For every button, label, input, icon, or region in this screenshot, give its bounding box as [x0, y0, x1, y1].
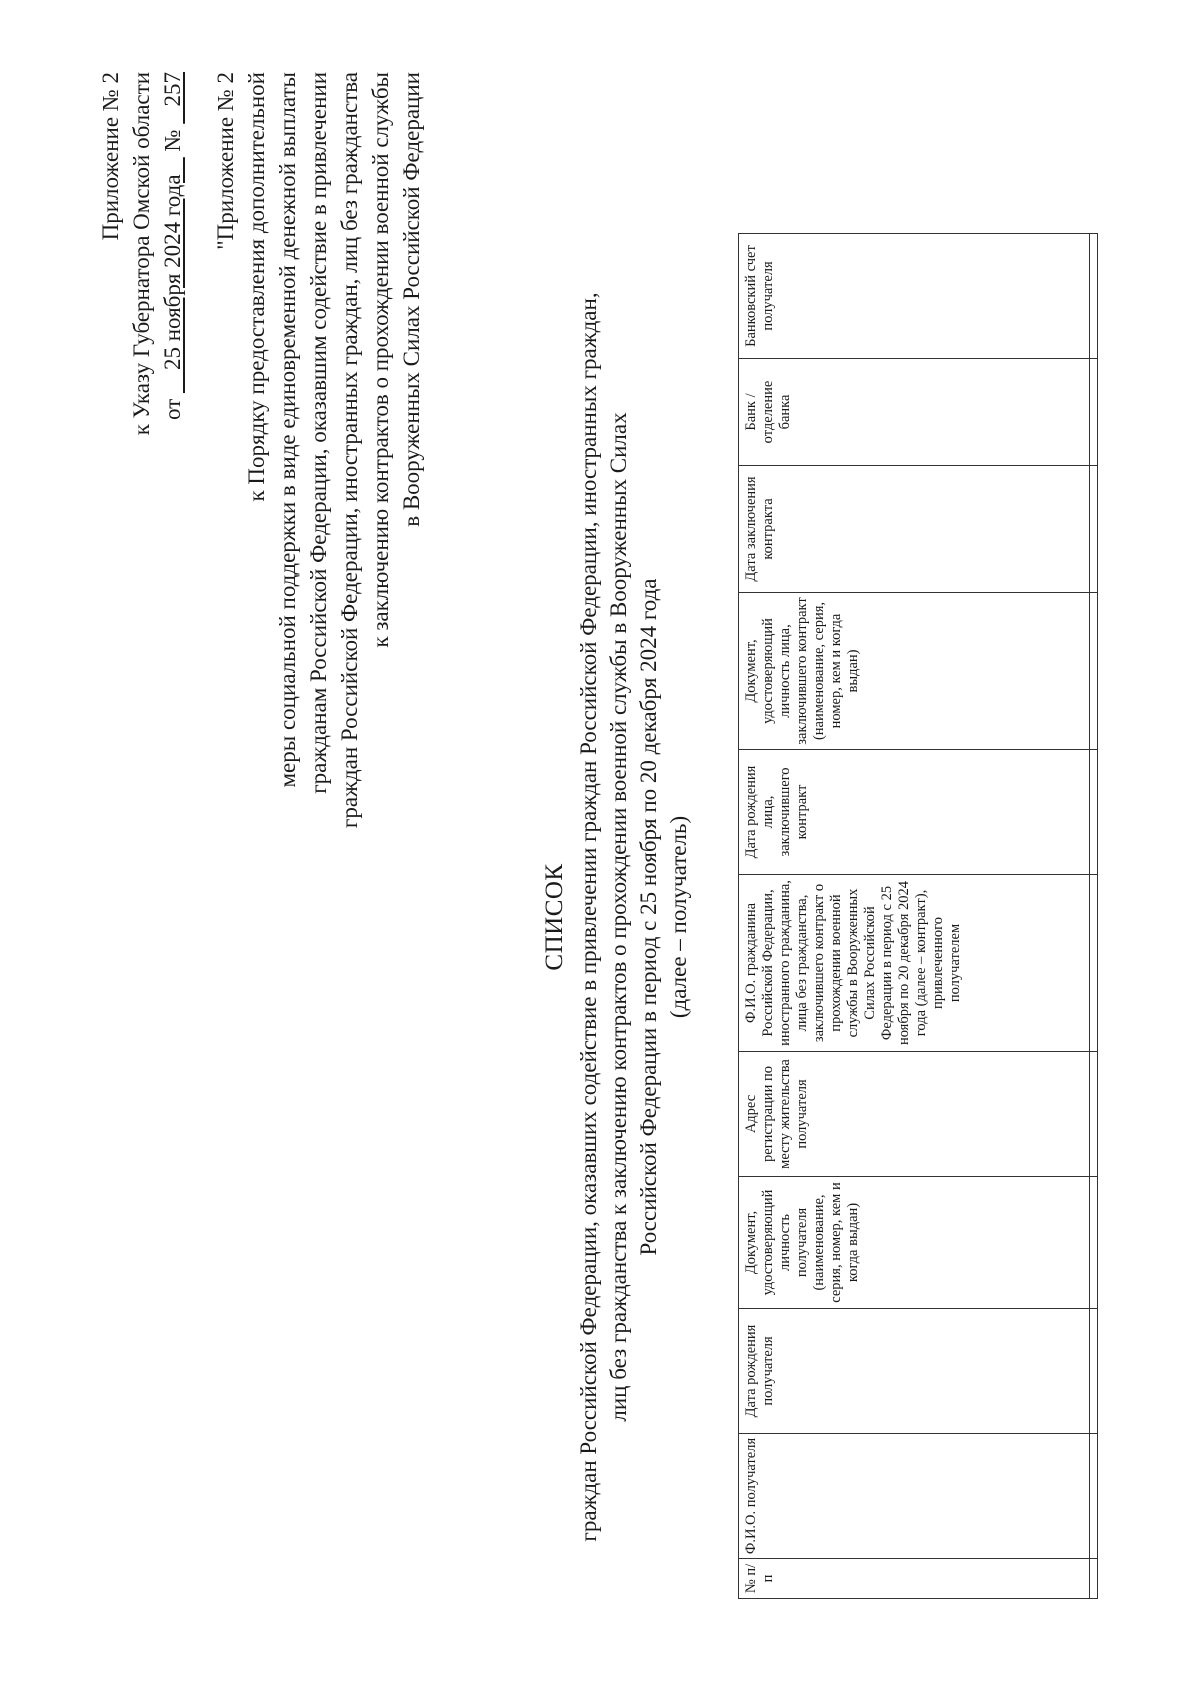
list-title-line: Российской Федерации в период с 25 ноября по 20 декабря 2024 года — [636, 578, 661, 1256]
table-cell — [1090, 593, 1098, 750]
col-header-number: № п/п — [739, 1559, 1090, 1599]
col-header-bank: Банк / отделение банка — [739, 359, 1090, 466]
table-cell — [1090, 359, 1098, 466]
annex-title: Приложение № 2 — [98, 72, 123, 241]
table-cell — [1090, 1559, 1098, 1599]
list-title-line: (далее – получатель) — [666, 815, 691, 1019]
order-annex-line: гражданам Российской Федерации, оказавшим содействие в привлечении — [306, 72, 331, 794]
annex-header — [95, 72, 188, 497]
table-header-row — [739, 234, 1090, 1599]
order-annex-header — [210, 72, 427, 1267]
col-header-recipient-name: Ф.И.О. получателя — [739, 1434, 1090, 1559]
annex-number-value: 257 — [160, 72, 185, 107]
order-annex-line: меры социальной поддержки в виде единовременной денежной выплаты — [275, 72, 300, 788]
table-row — [1090, 234, 1098, 1599]
order-annex-line: граждан Российской Федерации, иностранных граждан, лиц без гражданства — [337, 72, 362, 829]
col-header-recipient-id-document: Документ, удостоверяющий личность получателя (наименование, серия, номер, кем и когда выдан) — [739, 1177, 1090, 1309]
col-header-contract-date: Дата заключения контракта — [739, 466, 1090, 593]
table-cell — [1090, 1177, 1098, 1309]
annex-date-prefix: от — [160, 398, 185, 421]
order-annex-line: в Вооруженных Силах Российской Федерации — [399, 72, 424, 527]
order-annex-line: к Порядку предоставления дополнительной — [244, 72, 269, 502]
list-heading: СПИСОК — [541, 863, 568, 971]
table-cell — [1090, 750, 1098, 875]
list-title — [540, 177, 694, 1657]
col-header-contractor-name: Ф.И.О. гражданина Российской Федерации, иностранного гражданина, лица без гражданства, заключившего контракт о прохождении военной службы в Вооруженных Силах Российской Федерации в период с 25 ноября по 20 декабря 2024 года (далее – контракт), привлеченного получателем — [739, 875, 1090, 1052]
col-header-contractor-birthdate: Дата рождения лица, заключившего контракт — [739, 750, 1090, 875]
order-annex-title: "Приложение № 2 — [213, 72, 238, 250]
annex-date-value: 25 ноября 2024 года — [160, 174, 185, 371]
annex-number-prefix: № — [160, 129, 185, 152]
order-annex-line: к заключению контрактов о прохождении военной службы — [368, 72, 393, 648]
annex-date-line — [157, 72, 188, 497]
table-cell — [1090, 466, 1098, 593]
list-title-line: лиц без гражданства к заключению контрактов о прохождении военной службы в Вооруженных Силах — [606, 412, 631, 1422]
table-cell — [1090, 1052, 1098, 1177]
recipients-table — [738, 233, 1098, 1599]
col-header-recipient-address: Адрес регистрации по месту жительства получателя — [739, 1052, 1090, 1177]
table-cell — [1090, 234, 1098, 359]
table-cell — [1090, 1434, 1098, 1559]
annex-decree-line: к Указу Губернатора Омской области — [129, 72, 154, 436]
table-cell — [1090, 875, 1098, 1052]
list-title-line: граждан Российской Федерации, оказавших содействие в привлечении граждан Российской Федерации, иностранных граждан, — [576, 292, 601, 1542]
col-header-contractor-id-document: Документ, удостоверяющий личность лица, заключившего контракт (наименование, серия, номер, кем и когда выдан) — [739, 593, 1090, 750]
col-header-recipient-birthdate: Дата рождения получателя — [739, 1309, 1090, 1434]
table-cell — [1090, 1309, 1098, 1434]
col-header-bank-account: Банковский счет получателя — [739, 234, 1090, 359]
